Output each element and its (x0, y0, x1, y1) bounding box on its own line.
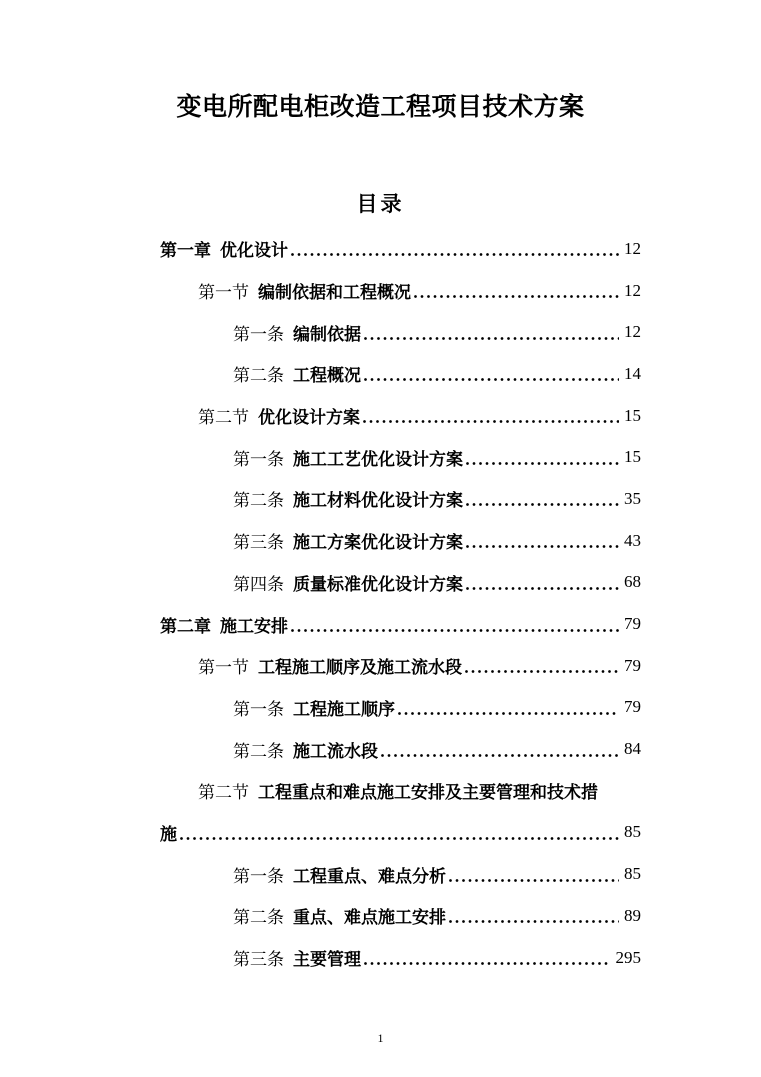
toc-entry[interactable] (160, 311, 641, 353)
toc-entry-label: 第二节 (198, 408, 249, 428)
toc-entry-label: 第一条 (233, 324, 284, 344)
toc-entry-label: 第一节 (198, 283, 249, 303)
toc-entry-title: 工程施工顺序 (293, 699, 395, 719)
dotted-leader (364, 378, 619, 381)
toc-entry-title: 质量标准优化设计方案 (293, 574, 463, 594)
dotted-leader (291, 629, 619, 632)
toc-list (160, 228, 641, 978)
toc-entry-continuation[interactable] (160, 812, 641, 854)
toc-page-number: 68 (624, 572, 641, 592)
toc-entry[interactable] (160, 520, 641, 562)
toc-entry-title: 主要管理 (293, 950, 361, 970)
toc-entry-label: 第一节 (198, 658, 249, 678)
toc-entry[interactable] (160, 353, 641, 395)
toc-entry-title: 工程重点、难点分析 (293, 866, 446, 886)
toc-page-number: 14 (624, 363, 641, 383)
toc-page-number: 79 (624, 697, 641, 717)
toc-entry[interactable] (160, 436, 641, 478)
toc-page-number: 12 (624, 322, 641, 342)
dotted-leader (466, 545, 619, 548)
toc-page-number: 12 (624, 280, 641, 300)
toc-entry-label: 第一条 (233, 449, 284, 469)
toc-entry-label: 第三条 (233, 950, 284, 970)
toc-entry-title: 重点、难点施工安排 (293, 908, 446, 928)
toc-entry-title: 编制依据 (293, 324, 361, 344)
toc-entry-title: 工程施工顺序及施工流水段 (258, 658, 462, 678)
toc-page-number: 35 (624, 488, 641, 508)
toc-entry-label: 第二节 (198, 783, 249, 803)
toc-page-number: 84 (624, 739, 641, 759)
toc-entry[interactable] (160, 478, 641, 520)
page-number-footer: 1 (377, 1031, 384, 1045)
toc-entry[interactable] (160, 770, 641, 812)
dotted-leader (414, 295, 619, 298)
toc-entry-label: 第三条 (233, 533, 284, 553)
dotted-leader (381, 754, 619, 757)
toc-entry[interactable] (160, 603, 641, 645)
dotted-leader (449, 920, 619, 923)
dotted-leader (466, 587, 619, 590)
toc-entry[interactable] (160, 228, 641, 270)
toc-page-number: 12 (624, 238, 641, 258)
toc-heading: 目录 (356, 193, 405, 216)
toc-entry[interactable] (160, 270, 641, 312)
toc-entry-title: 优化设计方案 (258, 408, 360, 428)
toc-entry[interactable] (160, 562, 641, 604)
toc-page-number: 295 (615, 947, 641, 967)
toc-page-number: 85 (624, 864, 641, 884)
toc-entry[interactable] (160, 937, 641, 979)
toc-entry-label: 第二条 (233, 741, 284, 761)
toc-page-number: 15 (624, 447, 641, 467)
toc-page-number: 85 (624, 822, 641, 842)
toc-entry[interactable] (160, 645, 641, 687)
toc-entry-title-continued: 施 (160, 824, 177, 844)
toc-entry-title: 施工流水段 (293, 741, 378, 761)
dotted-leader (364, 337, 619, 340)
toc-entry-title: 工程概况 (293, 366, 361, 386)
toc-page-number: 89 (624, 905, 641, 925)
toc-entry-label: 第一条 (233, 866, 284, 886)
toc-entry-title: 施工安排 (220, 616, 288, 636)
dotted-leader (449, 879, 619, 882)
dotted-leader (465, 670, 619, 673)
toc-entry[interactable] (160, 728, 641, 770)
dotted-leader (364, 962, 611, 965)
toc-page-number: 79 (624, 614, 641, 634)
toc-entry-label: 第一条 (233, 699, 284, 719)
toc-entry[interactable] (160, 853, 641, 895)
toc-entry-label: 第一章 (160, 241, 211, 261)
toc-entry-label: 第二章 (160, 616, 211, 636)
dotted-leader (180, 837, 619, 840)
toc-page-number: 79 (624, 655, 641, 675)
toc-entry-label: 第二条 (233, 366, 284, 386)
toc-page-number: 43 (624, 530, 641, 550)
toc-page-number: 15 (624, 405, 641, 425)
toc-entry-title: 优化设计 (220, 241, 288, 261)
toc-entry-title: 编制依据和工程概况 (258, 283, 411, 303)
toc-entry[interactable] (160, 395, 641, 437)
toc-entry-label: 第四条 (233, 574, 284, 594)
toc-entry-title: 施工方案优化设计方案 (293, 533, 463, 553)
document-title: 变电所配电柜改造工程项目技术方案 (176, 93, 585, 121)
toc-entry-title: 施工工艺优化设计方案 (293, 449, 463, 469)
toc-entry-label: 第二条 (233, 491, 284, 511)
toc-entry-title: 工程重点和难点施工安排及主要管理和技术措 (258, 783, 598, 803)
dotted-leader (398, 712, 619, 715)
dotted-leader (363, 420, 619, 423)
toc-entry-label: 第二条 (233, 908, 284, 928)
dotted-leader (291, 253, 619, 256)
toc-entry[interactable] (160, 895, 641, 937)
toc-entry-title: 施工材料优化设计方案 (293, 491, 463, 511)
dotted-leader (466, 503, 619, 506)
dotted-leader (466, 462, 619, 465)
toc-entry[interactable] (160, 687, 641, 729)
